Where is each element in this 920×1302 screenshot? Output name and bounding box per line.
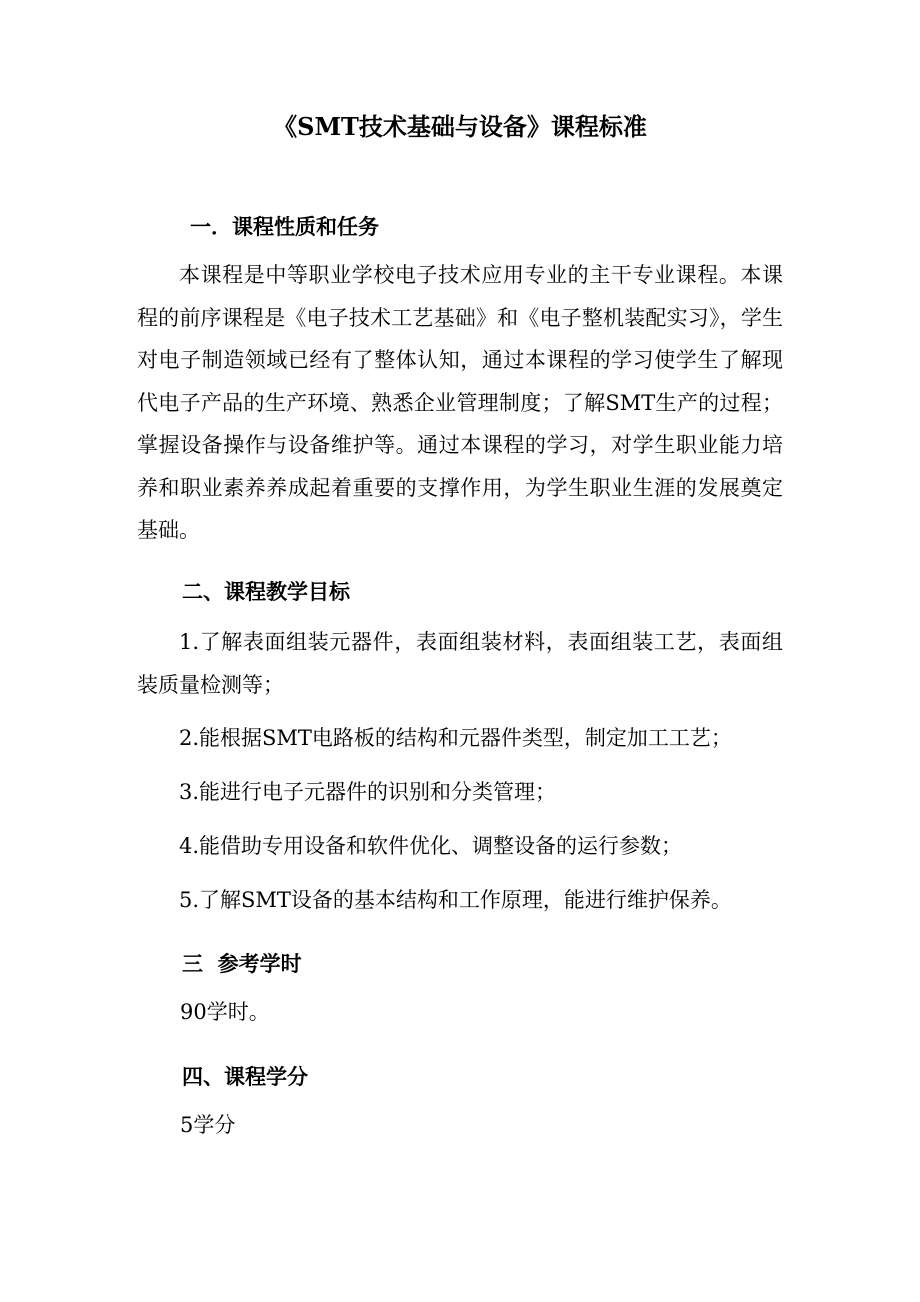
section-heading-nature: 一．课程性质和任务 bbox=[190, 214, 379, 239]
objective-item: 1.了解表面组装元器件，表面组装材料，表面组装工艺，表面组装质量检测等； bbox=[137, 630, 783, 697]
document-title: 《SMT技术基础与设备》课程标准 bbox=[273, 112, 647, 141]
section-heading-objectives: 二、课程教学目标 bbox=[182, 579, 350, 604]
objective-item: 3.能进行电子元器件的识别和分类管理； bbox=[179, 780, 557, 804]
section-body-hours: 90学时。 bbox=[180, 1000, 270, 1024]
section-body-nature: 本课程是中等职业学校电子技术应用专业的主干专业课程。本课程的前序课程是《电子技术工艺基础》和《电子整机装配实习》，学生对电子制造领域已经有了整体认知，通过本课程的学习使学生了解现代电子产品的生产环境、熟悉企业管理制度；了解SMT生产的过程；掌握设备操作与设备维护等。通过本课程的学习，对学生职业能力培养和职业素养养成起着重要的支撑作用，为学生职业生涯的发展奠定基础。 bbox=[137, 263, 783, 542]
objective-item: 2.能根据SMT电路板的结构和元器件类型，制定加工工艺； bbox=[179, 726, 732, 750]
section-heading-hours: 三 参考学时 bbox=[182, 951, 302, 976]
section-body-credits: 5学分 bbox=[180, 1113, 236, 1137]
objective-item: 5.了解SMT设备的基本结构和工作原理，能进行维护保养。 bbox=[179, 888, 732, 912]
objective-item: 4.能借助专用设备和软件优化、调整设备的运行参数； bbox=[179, 834, 683, 858]
section-heading-credits: 四、课程学分 bbox=[182, 1064, 308, 1089]
